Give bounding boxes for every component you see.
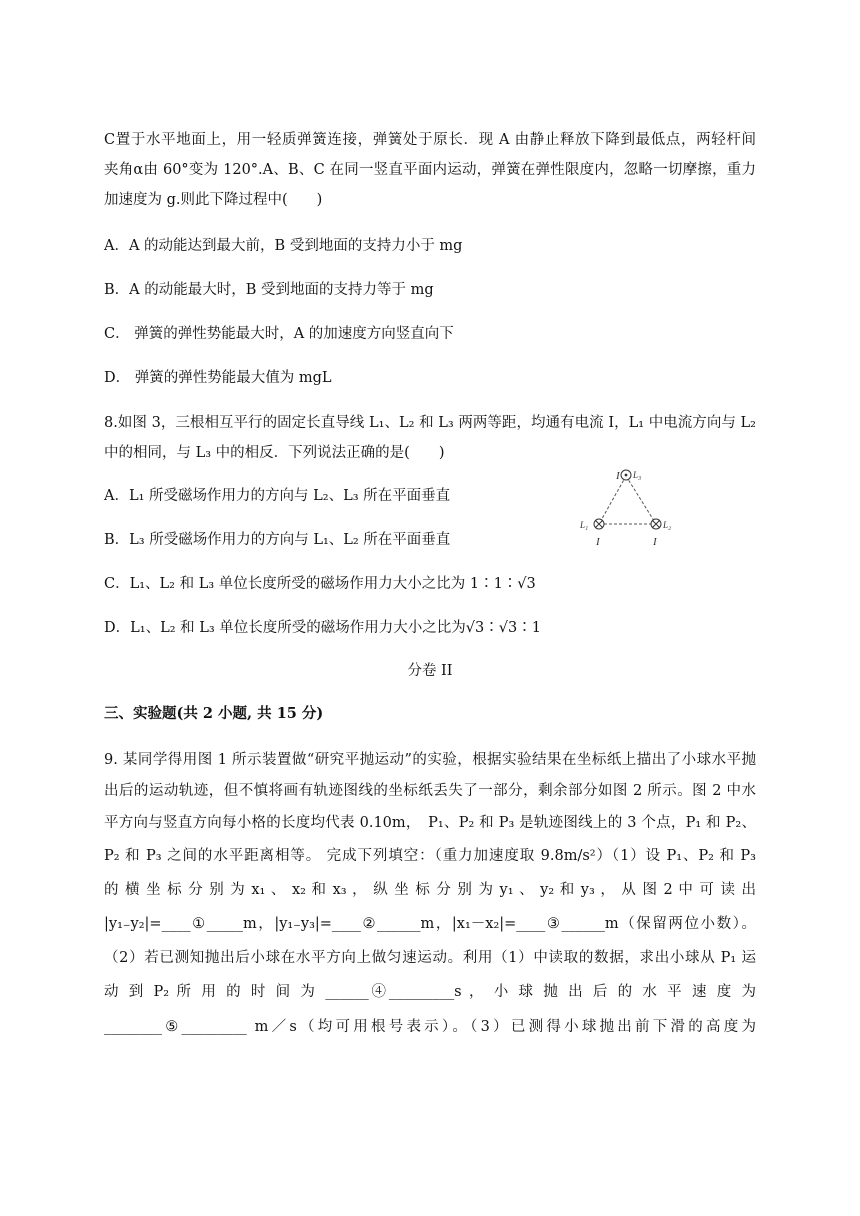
q9-line-3: 平方向与竖直方向每小格的长度均代表 0.10m， P₁、P₂ 和 P₃ 是轨迹图线上的 3 个点，P₁ 和 P₂、 <box>104 815 756 831</box>
label-top-current: I <box>616 470 620 482</box>
wire-l1-into-page-icon <box>594 519 604 529</box>
q7-line-3: 加速度为 g.则此下降过程中( ) <box>104 192 323 208</box>
q7-line-1: C置于水平地面上，用一轻质弹簧连接，弹簧处于原长．现 A 由静止释放下降到最低点，两轻杆间 <box>104 132 756 148</box>
q7-option-d: D． 弹簧的弹性势能最大值为 mgL <box>104 370 332 386</box>
q9-line-6: |y₁₋y₂|=____①_____m，|y₁₋y₃|=____②______m，|x₁－x₂|=____③______m（保留两位小数）。 <box>104 916 756 932</box>
q9-line-9: ________⑤_________ m／s（均可用根号表示）。（3）已测得小球抛出前下滑的高度为 <box>104 1019 756 1035</box>
label-left-current: I <box>596 536 600 548</box>
q9-line-5: 的 横 坐 标 分 别 为 x₁ 、 x₂ 和 x₃ ， 纵 坐 标 分 别 为 y₁ 、 y₂ 和 y₃ ， 从 图 2 中 可 读 出 <box>104 882 756 898</box>
wire-l2-into-page-icon <box>651 519 661 529</box>
q8-option-c: C．L₁、L₂ 和 L₃ 单位长度所受的磁场作用力大小之比为 1∶1∶√3 <box>104 576 536 592</box>
figure-3-wire-triangle <box>570 462 690 552</box>
q7-line-2: 夹角α由 60°变为 120°.A、B、C 在同一竖直平面内运动，弹簧在弹性限度内，忽略一切摩擦，重力 <box>104 162 756 178</box>
label-l3: L₃ <box>633 470 642 480</box>
q7-option-c: C． 弹簧的弹性势能最大时，A 的加速度方向竖直向下 <box>104 326 454 342</box>
q8-option-d: D．L₁、L₂ 和 L₃ 单位长度所受的磁场作用力大小之比为√3∶√3∶1 <box>104 620 541 636</box>
q8-line-2: 中的相同，与 L₃ 中的相反．下列说法正确的是( ) <box>104 445 445 461</box>
q9-line-1: 9. 某同学得用图 1 所示装置做“研究平抛运动”的实验，根据实验结果在坐标纸上描出了小球水平抛 <box>104 752 756 768</box>
section-title: 分卷 II <box>407 663 453 679</box>
label-right-current: I <box>653 536 657 548</box>
q8-option-a: A．L₁ 所受磁场作用力的方向与 L₂、L₃ 所在平面垂直 <box>104 488 451 504</box>
q7-option-a: A．A 的动能达到最大前，B 受到地面的支持力小于 mg <box>104 238 463 254</box>
wire-l3-out-of-page-icon <box>621 470 631 480</box>
label-l1: L₁ <box>580 520 589 530</box>
q9-line-2: 出后的运动轨迹，但不慎将画有轨迹图线的坐标纸丢失了一部分，剩余部分如图 2 所示。图 2 中水 <box>104 783 756 799</box>
q8-line-1: 8.如图 3，三根相互平行的固定长直导线 L₁、L₂ 和 L₃ 两两等距，均通有电流 I，L₁ 中电流方向与 L₂ <box>104 415 756 431</box>
q7-option-b: B．A 的动能最大时，B 受到地面的支持力等于 mg <box>104 282 434 298</box>
q8-option-b: B．L₃ 所受磁场作用力的方向与 L₁、L₂ 所在平面垂直 <box>104 532 451 548</box>
q9-line-7: （2）若已测知抛出后小球在水平方向上做匀速运动。利用（1）中读取的数据，求出小球从 P₁ 运 <box>104 950 756 966</box>
q9-line-4: P₂ 和 P₃ 之间的水平距离相等。 完成下列填空：（重力加速度取 9.8m/s²）（1）设 P₁、P₂ 和 P₃ <box>104 848 756 864</box>
q9-line-8: 动 到 P₂ 所 用 的 时 间 为 ______④_________s ， 小 球 抛 出 后 的 水 平 速 度 为 <box>104 984 756 1000</box>
label-l2: L₂ <box>663 520 672 530</box>
part-heading: 三、实验题(共 2 小题, 共 15 分) <box>104 705 324 722</box>
